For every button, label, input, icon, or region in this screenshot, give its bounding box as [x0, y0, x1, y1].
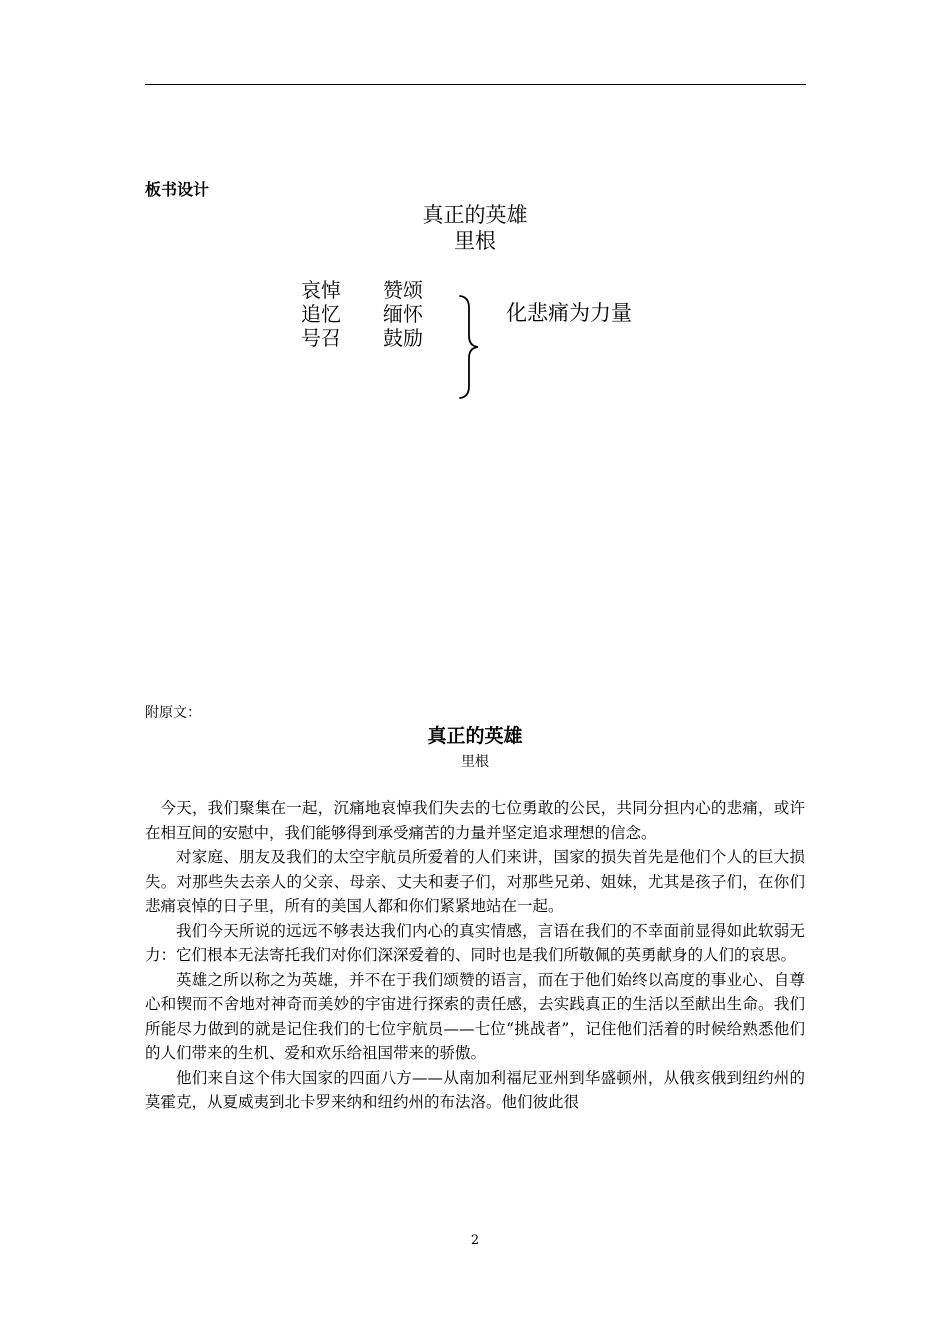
pair-right-term: 赞颂 [383, 278, 423, 302]
original-author: 里根 [461, 754, 489, 770]
body-paragraph: 今天，我们聚集在一起，沉痛地哀悼我们失去的七位勇敢的公民，共同分担内心的悲痛，或许在相互间的安慰中，我们能够得到承受痛苦的力量并坚定追求理想的信念。 [145, 799, 805, 842]
pair-right-term: 缅怀 [383, 302, 423, 326]
body-paragraph: 英雄之所以称之为英雄，并不在于我们颂赞的语言，而在于他们始终以高度的事业心、自尊心和锲而不舍地对神奇而美妙的宇宙进行探索的责任感，去实践真正的生活以至献出生命。我们所能尽力做到的就是记住我们的七位宇航员——七位“挑战者”，记住他们活着的时候给熟悉他们的人们带来的生机、爱和欢乐给祖国带来的骄傲。 [145, 970, 805, 1062]
appendix-label: 附原文： [145, 705, 201, 721]
body-paragraph: 他们来自这个伟大国家的四面八方——从南加利福尼亚州到华盛顿州，从俄亥俄到纽约州的莫霍克，从夏威夷到北卡罗来纳和纽约州的布法洛。他们彼此很 [145, 1068, 805, 1111]
section-heading: 板书设计 [145, 180, 210, 199]
original-title: 真正的英雄 [427, 725, 523, 747]
page-number: 2 [470, 1233, 480, 1248]
body-paragraph: 我们今天所说的远远不够表达我们内心的真实情感，言语在我们的不幸面前显得如此软弱无力：它们根本无法寄托我们对你们深深爱着的、同时也是我们所敬佩的英勇献身的人们的哀思。 [145, 921, 805, 964]
pair-left-term: 哀悼 [301, 278, 341, 302]
body-paragraph: 对家庭、朋友及我们的太空宇航员所爱着的人们来讲，国家的损失首先是他们个人的巨大损失。对那些失去亲人的父亲、母亲、丈夫和妻子们，对那些兄弟、姐妹，尤其是孩子们，在你们悲痛哀悼的日子里，所有的美国人都和你们紧紧地站在一起。 [145, 848, 805, 915]
header-rule [145, 84, 806, 85]
board-title: 真正的英雄 [422, 203, 528, 227]
original-body [145, 796, 805, 1115]
pair-right-term: 鼓励 [383, 326, 423, 350]
pair-left-term: 追忆 [301, 302, 341, 326]
pair-left-term: 号召 [301, 326, 341, 350]
right-brace-icon [458, 294, 482, 400]
board-author: 里根 [454, 229, 496, 253]
board-conclusion: 化悲痛为力量 [506, 301, 632, 325]
